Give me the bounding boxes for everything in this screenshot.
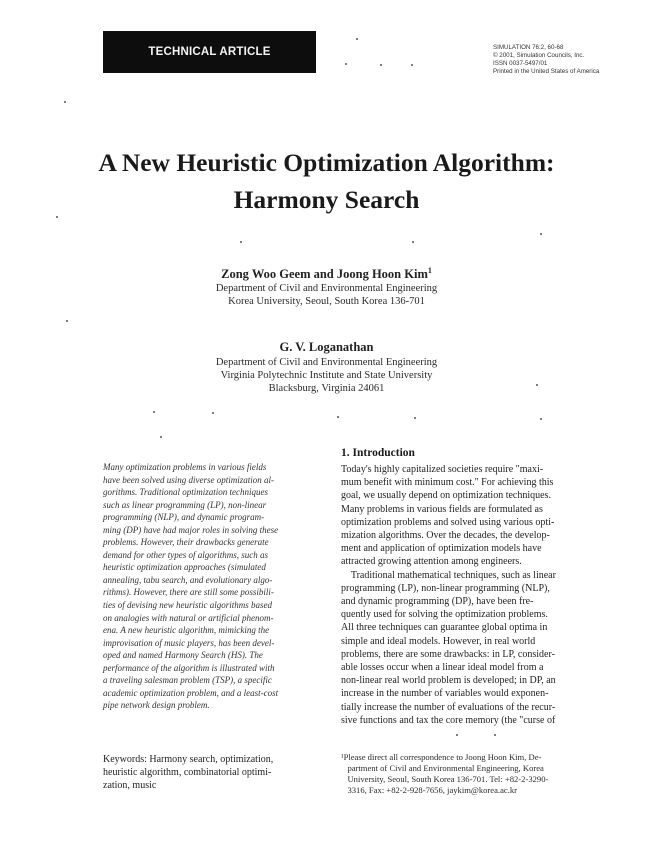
scan-speck (494, 734, 496, 736)
body-line: non-linear real world problem is developed; in DP, an (341, 675, 556, 687)
author-name: Zong Woo Geem and Joong Hoon Kim (221, 267, 428, 282)
footnote-line: University, Seoul, South Korea 136-701. Tel: +82-2-3290- (341, 774, 549, 784)
body-line: increase in the number of variables would exponen- (341, 688, 549, 700)
body-line: Traditional mathematical techniques, such as linear (341, 569, 556, 581)
pub-info-line: ISSN 0037-5497/01 (493, 60, 548, 67)
abstract-line: ena. A new heuristic algorithm, mimicking the (103, 625, 270, 636)
abstract-line: ming (DP) have had major roles in solving these (103, 524, 279, 535)
paper-title-line-1: A New Heuristic Optimization Algorithm: (98, 148, 555, 177)
scan-speck (212, 412, 214, 414)
affiliation-line: Department of Civil and Environmental Engineering (215, 283, 438, 294)
scan-speck (240, 241, 242, 243)
keywords-line: zation, music (103, 780, 157, 791)
keywords (103, 753, 318, 792)
author-names-1 (0, 266, 653, 282)
article-type-banner (103, 31, 316, 73)
pub-info-line: SIMULATION 76:2, 60-68 (493, 44, 564, 51)
body-line: sive functions and tax the core memory (the "curse of (341, 714, 556, 726)
abstract-line: academic optimization problem, and a least-cost (103, 687, 279, 698)
footnote-line: ¹Please direct all correspondence to Joong Hoon Kim, De- (341, 752, 542, 762)
scan-speck (56, 216, 58, 218)
abstract-line: performance of the algorithm is illustrated with (103, 662, 275, 673)
body-line: and dynamic programming (DP), have been fre- (341, 596, 534, 608)
keywords-line: Keywords: Harmony search, optimization, (103, 754, 274, 765)
body-line: optimization problems and solved using various opti- (341, 516, 555, 528)
keywords-line: heuristic algorithm, combinatorial optimi- (103, 767, 272, 778)
body-line: able losses occur when a linear ideal model from a (341, 662, 544, 674)
affiliation-line: Virginia Polytechnic Institute and State University (220, 370, 433, 381)
abstract-line: rithms). However, there are still some possibili- (103, 587, 274, 598)
abstract-line: such as linear programming (LP), non-linear (103, 499, 267, 510)
scan-speck (540, 418, 542, 420)
abstract-line: on analogies with natural or artificial phenom- (103, 612, 274, 623)
publication-info (493, 44, 599, 76)
scan-speck (380, 64, 382, 66)
footnote-line: 3316, Fax: +82-2-928-7656, jaykim@korea.ac.kr (341, 785, 518, 795)
scan-speck (345, 63, 347, 65)
section-heading-introduction: 1. Introduction (341, 447, 415, 459)
scan-speck (160, 436, 162, 438)
body-line: problems, there are some drawbacks: in LP, consider- (341, 648, 555, 660)
abstract-line: programming (NLP), and dynamic program- (103, 512, 265, 523)
scan-speck (540, 233, 542, 235)
body-line: Today's highly capitalized societies require "maxi- (341, 464, 544, 475)
correspondence-footnote (341, 752, 613, 796)
body-line: All three techniques can guarantee global optima in (341, 622, 548, 634)
body-line: goal, we usually depend on optimization techniques. (341, 490, 551, 502)
scan-speck (66, 320, 68, 322)
introduction-body (341, 463, 609, 727)
author-names-2 (0, 340, 653, 355)
scan-speck (411, 64, 413, 66)
abstract-line: problems. However, their drawbacks generate (103, 537, 269, 548)
abstract-line: have been solved using diverse optimization al- (103, 474, 274, 485)
abstract-line: ties of devising new heuristic algorithms based (103, 600, 272, 611)
pub-info-line: © 2001, Simulation Councils, Inc. (493, 52, 585, 59)
body-line: mum benefit with minimum cost." For achieving this (341, 477, 554, 489)
footnote-line: partment of Civil and Environmental Engineering, Korea (341, 763, 544, 773)
pub-info-line: Printed in the United States of America (493, 68, 600, 75)
affiliation-line: Department of Civil and Environmental Engineering (215, 357, 438, 368)
body-line: mization algorithms. Over the decades, the develop- (341, 530, 550, 542)
author-affiliation-2 (0, 356, 653, 395)
body-line: Many problems in various fields are formulated as (341, 503, 543, 515)
abstract-line: gorithms. Traditional optimization techniques (103, 487, 269, 498)
abstract-line: heuristic optimization approaches (simulated (103, 562, 266, 573)
body-line: programming (LP), non-linear programming (NLP), (341, 582, 550, 594)
paper-title-line-2: Harmony Search (233, 185, 420, 214)
abstract-line: annealing, tabu search, and evolutionary algo- (103, 574, 273, 585)
scan-speck (414, 417, 416, 419)
abstract-line: demand for other types of algorithms, such as (103, 549, 268, 560)
scan-speck (337, 416, 339, 418)
author-affiliation-1 (0, 282, 653, 308)
abstract-line: oped and named Harmony Search (HS). The (103, 650, 263, 661)
scan-speck (536, 384, 538, 386)
scan-speck (456, 734, 458, 736)
body-line: attracted growing attention among engineers. (341, 556, 522, 568)
author-name: G. V. Loganathan (279, 340, 374, 354)
scan-speck (356, 38, 358, 40)
abstract-line: pipe network design problem. (103, 700, 210, 711)
abstract-line: improvisation of music players, has been devel- (103, 637, 275, 648)
abstract (103, 461, 315, 712)
abstract-line: a traveling salesman problem (TSP), a specific (103, 675, 272, 686)
affiliation-line: Blacksburg, Virginia 24061 (268, 383, 385, 394)
body-line: quently used for solving the optimization problems. (341, 609, 548, 621)
body-line: tially increase the number of evaluations of the recur- (341, 701, 556, 713)
scan-speck (64, 101, 66, 103)
affiliation-line: Korea University, Seoul, South Korea 136-701 (228, 296, 425, 307)
footnote-mark: 1 (427, 266, 432, 275)
scan-speck (153, 411, 155, 413)
abstract-line: Many optimization problems in various fields (103, 462, 267, 472)
body-line: simple and ideal models. However, in real world (341, 635, 536, 647)
banner-label: TECHNICAL ARTICLE (148, 46, 271, 58)
scan-speck (412, 241, 414, 243)
body-line: ment and application of optimization models have (341, 543, 542, 555)
